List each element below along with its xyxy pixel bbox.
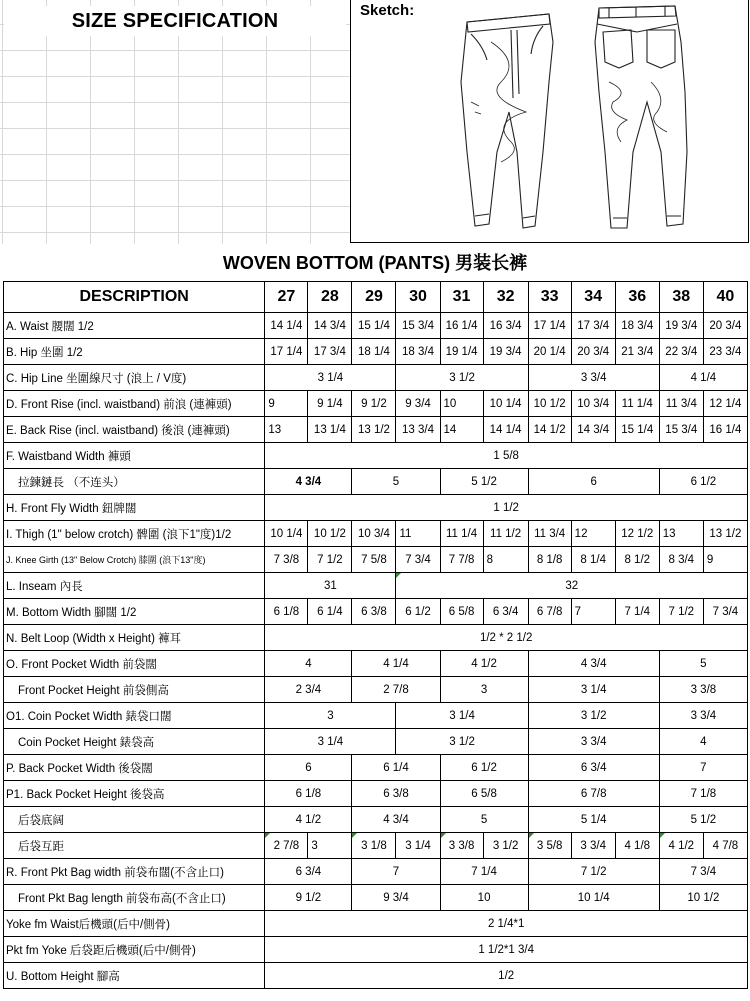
table-cell: 12 1/4 bbox=[703, 391, 747, 417]
table-cell: 14 1/4 bbox=[265, 313, 308, 339]
table-row bbox=[4, 339, 748, 365]
row-label: U. Bottom Height 腳高 bbox=[4, 963, 265, 989]
table-cell: 4 1/4 bbox=[352, 651, 440, 677]
table-cell: 10 bbox=[440, 885, 528, 911]
table-cell: 13 1/2 bbox=[352, 417, 396, 443]
table-row bbox=[4, 963, 748, 989]
table-cell: 18 3/4 bbox=[615, 313, 659, 339]
table-cell: 19 3/4 bbox=[659, 313, 703, 339]
table-cell: 4 bbox=[659, 729, 747, 755]
table-cell: 8 1/8 bbox=[528, 547, 571, 573]
table-cell: 6 3/4 bbox=[265, 859, 352, 885]
table-row bbox=[4, 521, 748, 547]
table-cell: 19 1/4 bbox=[440, 339, 483, 365]
table-cell: 4 1/2 bbox=[440, 651, 528, 677]
row-label: 后袋互距 bbox=[4, 833, 265, 859]
table-cell: 9 1/2 bbox=[265, 885, 352, 911]
table-row bbox=[4, 599, 748, 625]
table-cell: 14 3/4 bbox=[308, 313, 352, 339]
row-label: P1. Back Pocket Height 後袋高 bbox=[4, 781, 265, 807]
table-row bbox=[4, 625, 748, 651]
table-cell: 3 bbox=[440, 677, 528, 703]
size-spec-table bbox=[3, 281, 748, 989]
table-cell: 3 1/2 bbox=[483, 833, 528, 859]
table-cell: 13 3/4 bbox=[396, 417, 440, 443]
page-title: SIZE SPECIFICATION bbox=[4, 6, 346, 36]
table-cell: 2 3/4 bbox=[265, 677, 352, 703]
table-cell: 7 3/4 bbox=[396, 547, 440, 573]
table-cell: 1/2 * 2 1/2 bbox=[265, 625, 748, 651]
back-pants-outline bbox=[595, 6, 687, 228]
table-cell: 20 1/4 bbox=[528, 339, 571, 365]
column-header-size: 36 bbox=[615, 282, 659, 313]
table-cell: 6 5/8 bbox=[440, 599, 483, 625]
table-cell: 13 1/2 bbox=[703, 521, 747, 547]
table-cell: 1/2 bbox=[265, 963, 748, 989]
table-cell: 17 3/4 bbox=[308, 339, 352, 365]
table-cell: 3 bbox=[265, 703, 396, 729]
column-header-size: 30 bbox=[396, 282, 440, 313]
table-cell: 7 bbox=[571, 599, 615, 625]
front-waistband bbox=[467, 14, 550, 32]
table-row bbox=[4, 859, 748, 885]
table-cell: 7 3/4 bbox=[703, 599, 747, 625]
row-label: O1. Coin Pocket Width 錶袋口闊 bbox=[4, 703, 265, 729]
table-cell: 11 3/4 bbox=[659, 391, 703, 417]
table-cell: 1 1/2*1 3/4 bbox=[265, 937, 748, 963]
table-cell: 11 1/4 bbox=[440, 521, 483, 547]
table-cell: 5 1/2 bbox=[659, 807, 747, 833]
table-cell: 11 bbox=[396, 521, 440, 547]
row-label: J. Knee Girth (13" Below Crotch) 膝圍 (浪下13"度) bbox=[4, 547, 265, 573]
table-cell: 2 1/4*1 bbox=[265, 911, 748, 937]
table-cell: 9 3/4 bbox=[352, 885, 440, 911]
table-row bbox=[4, 391, 748, 417]
table-cell: 17 3/4 bbox=[571, 313, 615, 339]
table-cell: 20 3/4 bbox=[703, 313, 747, 339]
table-cell: 3 3/4 bbox=[528, 365, 659, 391]
table-row bbox=[4, 651, 748, 677]
table-cell: 4 3/4 bbox=[528, 651, 659, 677]
table-cell: 7 1/4 bbox=[440, 859, 528, 885]
row-label: H. Front Fly Width 鈕牌闊 bbox=[4, 495, 265, 521]
table-cell: 4 3/4 bbox=[352, 807, 440, 833]
table-row bbox=[4, 677, 748, 703]
table-cell: 10 1/2 bbox=[659, 885, 747, 911]
table-cell: 6 1/4 bbox=[352, 755, 440, 781]
table-cell: 6 1/2 bbox=[396, 599, 440, 625]
table-cell: 3 3/8 bbox=[440, 833, 483, 859]
table-cell: 7 bbox=[659, 755, 747, 781]
table-cell: 5 bbox=[440, 807, 528, 833]
table-cell: 3 1/2 bbox=[396, 365, 528, 391]
table-row bbox=[4, 469, 748, 495]
table-cell: 10 1/4 bbox=[483, 391, 528, 417]
pants-sketch-image bbox=[431, 2, 731, 234]
row-label: Pkt fm Yoke 后袋距后機頭(后中/側骨) bbox=[4, 937, 265, 963]
table-cell: 7 1/2 bbox=[659, 599, 703, 625]
row-label: O. Front Pocket Width 前袋闊 bbox=[4, 651, 265, 677]
sketch-label: Sketch: bbox=[360, 2, 415, 19]
column-header-size: 38 bbox=[659, 282, 703, 313]
table-cell: 14 bbox=[440, 417, 483, 443]
table-cell: 10 1/2 bbox=[528, 391, 571, 417]
table-cell: 6 1/8 bbox=[265, 599, 308, 625]
table-cell: 7 7/8 bbox=[440, 547, 483, 573]
table-cell: 3 3/4 bbox=[528, 729, 659, 755]
table-cell: 15 3/4 bbox=[659, 417, 703, 443]
table-cell: 15 1/4 bbox=[615, 417, 659, 443]
column-header-size: 28 bbox=[308, 282, 352, 313]
column-header-size: 31 bbox=[440, 282, 483, 313]
header-row bbox=[4, 282, 748, 313]
table-cell: 1 1/2 bbox=[265, 495, 748, 521]
table-cell: 6 3/8 bbox=[352, 599, 396, 625]
table-cell: 7 3/4 bbox=[659, 859, 747, 885]
table-cell: 8 1/2 bbox=[615, 547, 659, 573]
table-cell: 3 1/4 bbox=[528, 677, 659, 703]
table-cell: 7 5/8 bbox=[352, 547, 396, 573]
row-label: P. Back Pocket Width 後袋闊 bbox=[4, 755, 265, 781]
table-cell: 3 1/2 bbox=[528, 703, 659, 729]
table-cell: 4 3/4 bbox=[265, 469, 352, 495]
table-cell: 3 3/4 bbox=[571, 833, 615, 859]
table-cell: 7 1/8 bbox=[659, 781, 747, 807]
table-cell: 14 1/2 bbox=[528, 417, 571, 443]
table-row bbox=[4, 573, 748, 599]
table-cell: 16 1/4 bbox=[440, 313, 483, 339]
table-cell: 3 1/2 bbox=[396, 729, 528, 755]
table-cell: 13 bbox=[659, 521, 703, 547]
row-label: 后袋底阔 bbox=[4, 807, 265, 833]
table-cell: 20 3/4 bbox=[571, 339, 615, 365]
back-pocket-left bbox=[603, 30, 633, 68]
table-cell: 8 1/4 bbox=[571, 547, 615, 573]
table-cell: 15 3/4 bbox=[396, 313, 440, 339]
table-cell: 17 1/4 bbox=[265, 339, 308, 365]
table-cell: 4 1/4 bbox=[659, 365, 747, 391]
table-row bbox=[4, 443, 748, 469]
table-cell: 6 5/8 bbox=[440, 781, 528, 807]
row-label: Front Pocket Height 前袋側高 bbox=[4, 677, 265, 703]
table-cell: 12 bbox=[571, 521, 615, 547]
table-cell: 5 1/2 bbox=[440, 469, 528, 495]
row-label: C. Hip Line 坐圍線尺寸 (浪上 / V度) bbox=[4, 365, 265, 391]
table-cell: 18 1/4 bbox=[352, 339, 396, 365]
table-cell: 2 7/8 bbox=[265, 833, 308, 859]
table-cell: 18 3/4 bbox=[396, 339, 440, 365]
table-cell: 6 3/4 bbox=[483, 599, 528, 625]
table-row bbox=[4, 495, 748, 521]
table-cell: 6 7/8 bbox=[528, 599, 571, 625]
table-cell: 10 3/4 bbox=[571, 391, 615, 417]
table-row bbox=[4, 781, 748, 807]
table-cell: 10 3/4 bbox=[352, 521, 396, 547]
back-yoke bbox=[597, 24, 677, 32]
table-cell: 13 bbox=[265, 417, 308, 443]
table-cell: 14 3/4 bbox=[571, 417, 615, 443]
table-cell: 14 1/4 bbox=[483, 417, 528, 443]
row-label: F. Waistband Width 褲頭 bbox=[4, 443, 265, 469]
table-cell: 6 3/4 bbox=[528, 755, 659, 781]
table-cell: 19 3/4 bbox=[483, 339, 528, 365]
table-cell: 16 1/4 bbox=[703, 417, 747, 443]
table-row bbox=[4, 885, 748, 911]
table-cell: 6 1/2 bbox=[440, 755, 528, 781]
header bbox=[0, 0, 750, 244]
table-cell: 13 1/4 bbox=[308, 417, 352, 443]
table-cell: 15 1/4 bbox=[352, 313, 396, 339]
front-fly bbox=[511, 30, 519, 98]
row-label: Coin Pocket Height 錶袋高 bbox=[4, 729, 265, 755]
row-label: M. Bottom Width 腳闊 1/2 bbox=[4, 599, 265, 625]
table-row bbox=[4, 729, 748, 755]
table-cell: 7 bbox=[352, 859, 440, 885]
table-cell: 11 1/4 bbox=[615, 391, 659, 417]
table-row bbox=[4, 417, 748, 443]
column-header-size: 34 bbox=[571, 282, 615, 313]
table-row bbox=[4, 313, 748, 339]
table-cell: 12 1/2 bbox=[615, 521, 659, 547]
column-header-size: 33 bbox=[528, 282, 571, 313]
table-cell: 9 1/2 bbox=[352, 391, 396, 417]
table-cell: 11 3/4 bbox=[528, 521, 571, 547]
table-cell: 3 1/4 bbox=[265, 365, 396, 391]
row-label: A. Waist 腰闊 1/2 bbox=[4, 313, 265, 339]
table-cell: 8 bbox=[483, 547, 528, 573]
back-pocket-right bbox=[647, 30, 675, 68]
title-pane bbox=[0, 0, 350, 244]
table-cell: 4 1/2 bbox=[659, 833, 703, 859]
table-cell: 10 1/4 bbox=[528, 885, 659, 911]
table-row bbox=[4, 755, 748, 781]
table-title: WOVEN BOTTOM (PANTS) 男装长裤 bbox=[222, 253, 528, 273]
table-cell: 7 1/4 bbox=[615, 599, 659, 625]
table-cell: 3 3/4 bbox=[659, 703, 747, 729]
table-cell: 9 3/4 bbox=[396, 391, 440, 417]
table-cell: 3 3/8 bbox=[659, 677, 747, 703]
column-header-size: 27 bbox=[265, 282, 308, 313]
table-cell: 7 1/2 bbox=[528, 859, 659, 885]
table-cell: 5 1/4 bbox=[528, 807, 659, 833]
table-cell: 10 1/4 bbox=[265, 521, 308, 547]
row-label: D. Front Rise (incl. waistband) 前浪 (連褲頭) bbox=[4, 391, 265, 417]
table-cell: 4 7/8 bbox=[703, 833, 747, 859]
column-header-size: 32 bbox=[483, 282, 528, 313]
row-label: N. Belt Loop (Width x Height) 褲耳 bbox=[4, 625, 265, 651]
table-cell: 31 bbox=[265, 573, 396, 599]
front-pocket-right bbox=[531, 26, 543, 54]
column-header-size: 40 bbox=[703, 282, 747, 313]
table-cell: 4 bbox=[265, 651, 352, 677]
table-cell: 4 1/2 bbox=[265, 807, 352, 833]
table-row bbox=[4, 365, 748, 391]
table-cell: 8 3/4 bbox=[659, 547, 703, 573]
table-row bbox=[4, 703, 748, 729]
table-cell: 6 1/8 bbox=[265, 781, 352, 807]
column-header-size: 29 bbox=[352, 282, 396, 313]
table-cell: 6 bbox=[528, 469, 659, 495]
table-cell: 32 bbox=[396, 573, 748, 599]
table-cell: 17 1/4 bbox=[528, 313, 571, 339]
table-cell: 10 bbox=[440, 391, 483, 417]
table-row bbox=[4, 807, 748, 833]
row-label: I. Thigh (1" below crotch) 髀圍 (浪下1"度)1/2 bbox=[4, 521, 265, 547]
table-cell: 3 1/8 bbox=[352, 833, 396, 859]
table-cell: 2 7/8 bbox=[352, 677, 440, 703]
table-cell: 16 3/4 bbox=[483, 313, 528, 339]
table-row bbox=[4, 547, 748, 573]
sketch-pane bbox=[350, 0, 749, 243]
table-row bbox=[4, 937, 748, 963]
table-cell: 21 3/4 bbox=[615, 339, 659, 365]
table-cell: 9 1/4 bbox=[308, 391, 352, 417]
table-cell: 6 1/4 bbox=[308, 599, 352, 625]
table-row bbox=[4, 833, 748, 859]
row-label: E. Back Rise (incl. waistband) 後浪 (連褲頭) bbox=[4, 417, 265, 443]
row-label: Front Pkt Bag length 前袋布高(不含止口) bbox=[4, 885, 265, 911]
row-label: R. Front Pkt Bag width 前袋布闊(不含止口) bbox=[4, 859, 265, 885]
back-hem bbox=[613, 216, 681, 218]
row-label: L. Inseam 內長 bbox=[4, 573, 265, 599]
table-cell: 10 1/2 bbox=[308, 521, 352, 547]
table-cell: 5 bbox=[352, 469, 440, 495]
row-label: Yoke fm Waist后機頭(后中/側骨) bbox=[4, 911, 265, 937]
table-cell: 7 3/8 bbox=[265, 547, 308, 573]
table-cell: 3 bbox=[308, 833, 352, 859]
table-cell: 6 bbox=[265, 755, 352, 781]
table-cell: 7 1/2 bbox=[308, 547, 352, 573]
table-cell: 4 1/8 bbox=[615, 833, 659, 859]
table-cell: 23 3/4 bbox=[703, 339, 747, 365]
table-cell: 1 5/8 bbox=[265, 443, 748, 469]
table-cell: 6 3/8 bbox=[352, 781, 440, 807]
table-cell: 6 7/8 bbox=[528, 781, 659, 807]
table-cell: 3 5/8 bbox=[528, 833, 571, 859]
table-cell: 5 bbox=[659, 651, 747, 677]
table-cell: 9 bbox=[703, 547, 747, 573]
table-cell: 11 1/2 bbox=[483, 521, 528, 547]
table-cell: 3 1/4 bbox=[396, 833, 440, 859]
table-cell: 9 bbox=[265, 391, 308, 417]
table-cell: 6 1/2 bbox=[659, 469, 747, 495]
table-cell: 3 1/4 bbox=[396, 703, 528, 729]
row-label: B. Hip 坐圍 1/2 bbox=[4, 339, 265, 365]
table-cell: 22 3/4 bbox=[659, 339, 703, 365]
table-row bbox=[4, 911, 748, 937]
front-hem bbox=[475, 214, 535, 218]
table-cell: 3 1/4 bbox=[265, 729, 396, 755]
column-header-description: DESCRIPTION bbox=[4, 282, 265, 313]
front-pocket-left bbox=[471, 34, 487, 60]
row-label: 拉鍊鏈長 （不连头） bbox=[4, 469, 265, 495]
